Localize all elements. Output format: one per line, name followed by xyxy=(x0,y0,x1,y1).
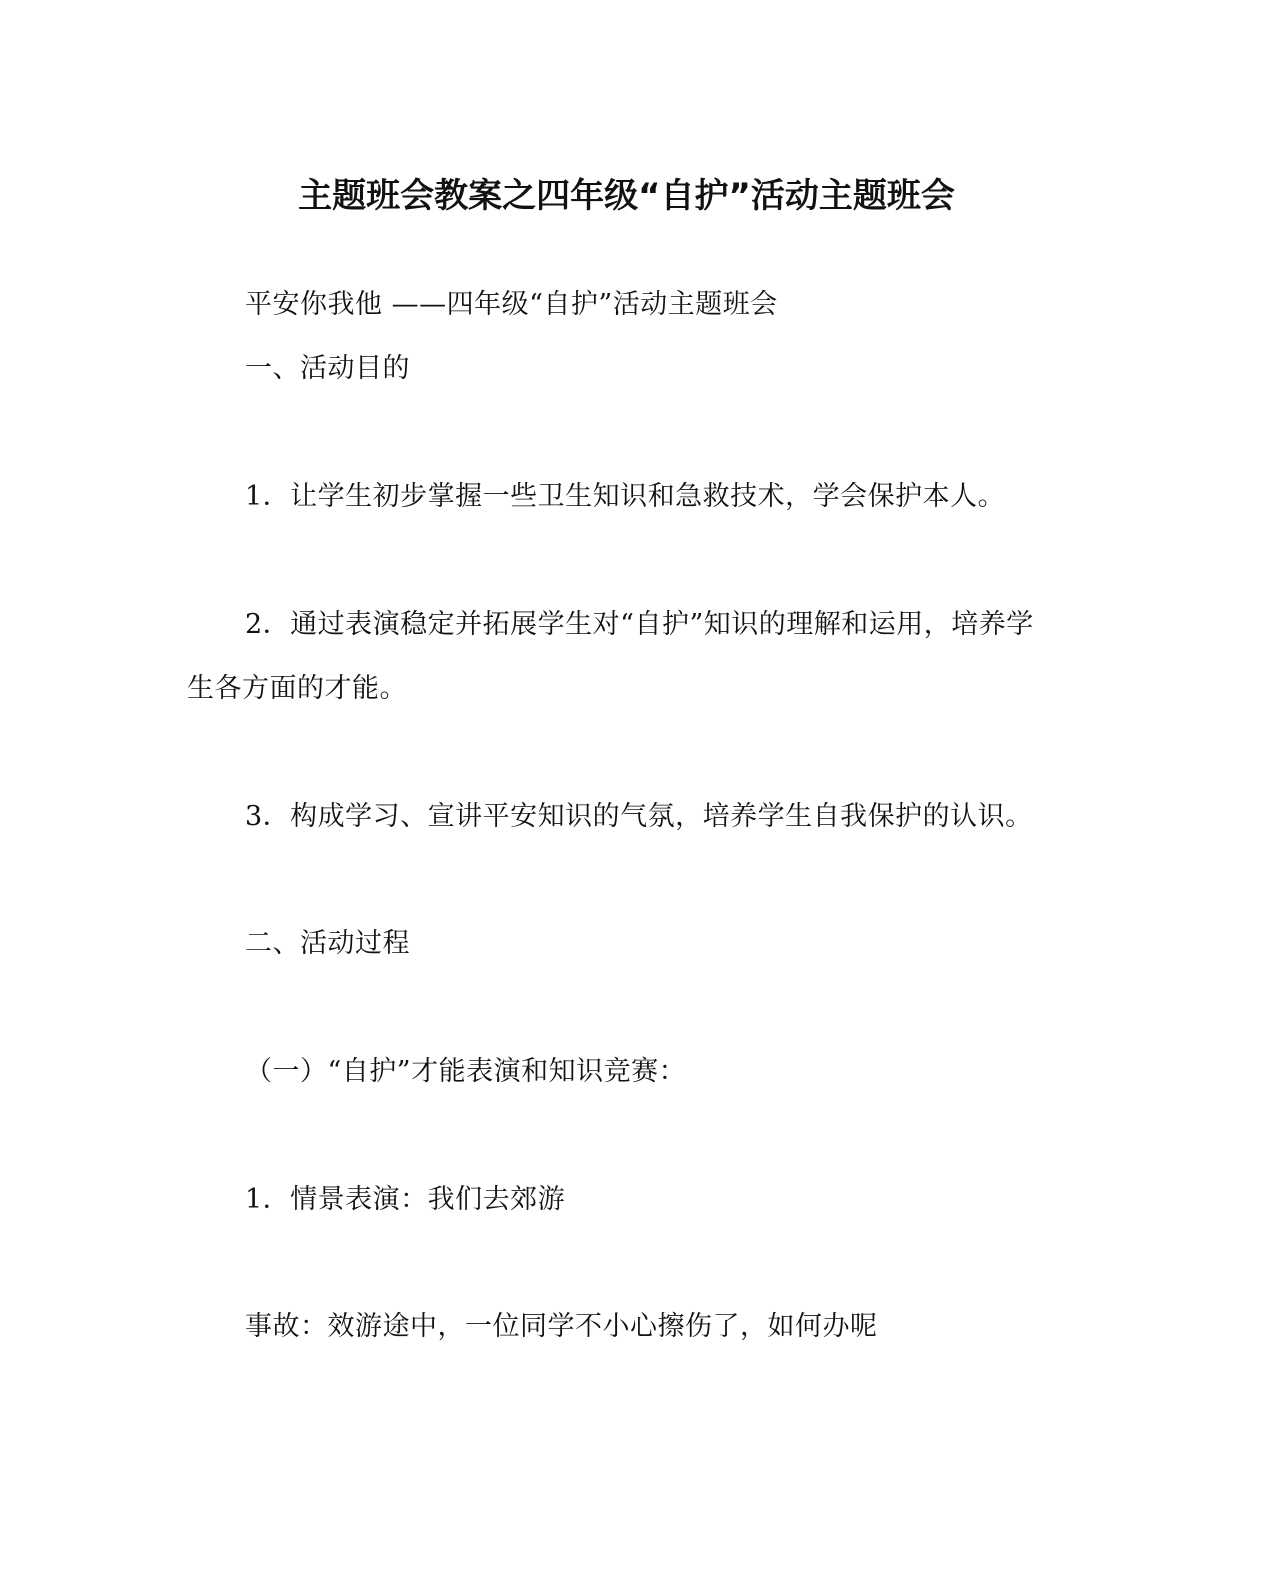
section-heading-process: 二、活动过程 xyxy=(245,928,410,959)
process-item-1: 1．情景表演：我们去郊游 xyxy=(245,1184,566,1215)
goal-item-1: 1．让学生初步掌握一些卫生知识和急救技术，学会保护本人。 xyxy=(245,481,1006,512)
subtitle-line: 平安你我他 ——四年级“自护”活动主题班会 xyxy=(245,289,778,320)
document-title: 主题班会教案之四年级“自护”活动主题班会 xyxy=(298,176,955,216)
goal-item-2-continued: 生各方面的才能。 xyxy=(187,673,407,704)
subsection-heading: （一）“自护”才能表演和知识竞赛： xyxy=(245,1056,687,1087)
section-heading-goals: 一、活动目的 xyxy=(245,353,410,384)
goal-item-3: 3．构成学习、宣讲平安知识的气氛，培养学生自我保护的认识。 xyxy=(245,801,1033,832)
goal-item-2: 2．通过表演稳定并拓展学生对“自护”知识的理解和运用，培养学 xyxy=(245,609,1034,640)
incident-line: 事故：效游途中，一位同学不小心擦伤了，如何办呢 xyxy=(245,1311,878,1342)
